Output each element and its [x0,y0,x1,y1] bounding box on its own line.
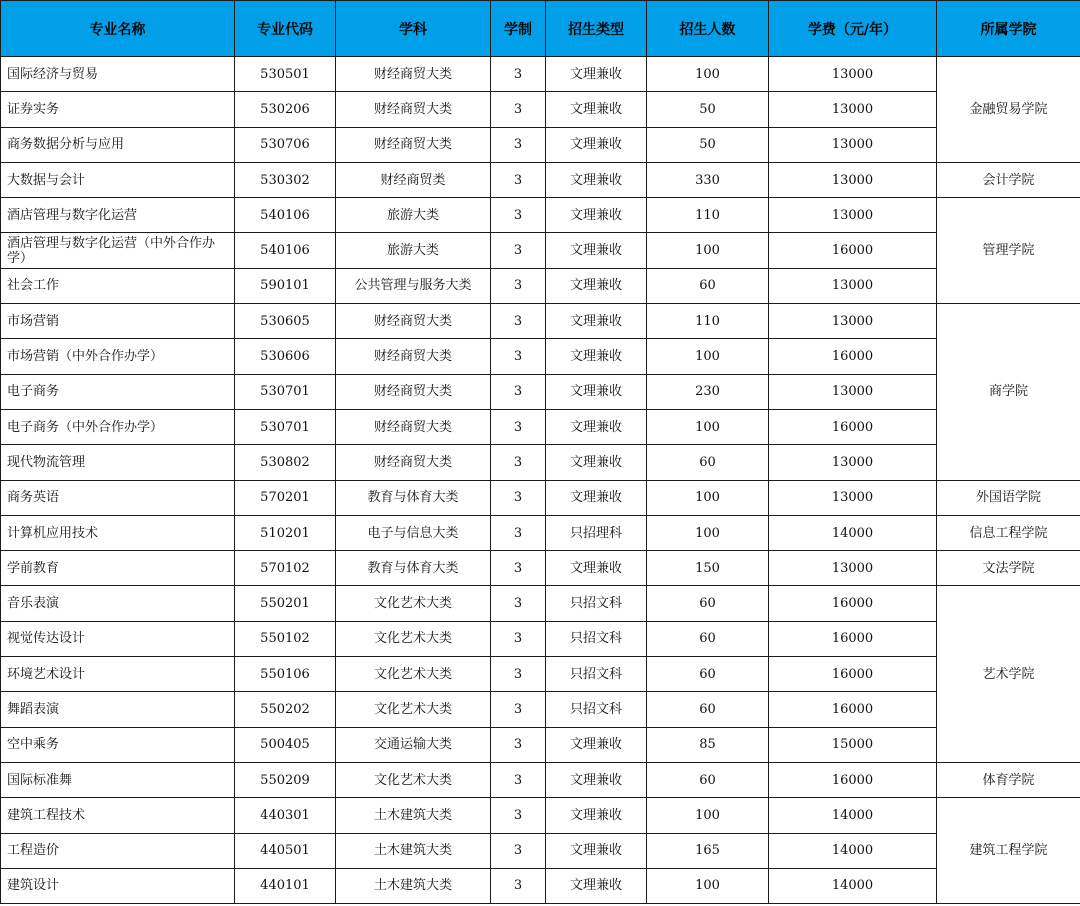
enrollment-type-cell: 只招文科 [546,621,647,656]
college-cell: 信息工程学院 [937,515,1080,550]
major-name-cell: 环境艺术设计 [1,657,235,692]
header-enrollment-type: 招生类型 [546,1,647,57]
table-row [1,198,1080,233]
tuition-cell: 13000 [769,480,937,515]
table-row [1,374,1080,409]
discipline-cell: 财经商贸大类 [336,304,491,339]
tuition-cell: 16000 [769,339,937,374]
enrollment-type-cell: 只招文科 [546,692,647,727]
table-row [1,409,1080,444]
tuition-cell: 16000 [769,657,937,692]
discipline-cell: 文化艺术大类 [336,762,491,797]
major-code-cell: 510201 [235,515,336,550]
header-college: 所属学院 [937,1,1080,57]
tuition-cell: 13000 [769,445,937,480]
discipline-cell: 文化艺术大类 [336,621,491,656]
discipline-cell: 财经商贸大类 [336,374,491,409]
enrollment-type-cell: 只招文科 [546,657,647,692]
header-major-code: 专业代码 [235,1,336,57]
duration-cell: 3 [491,515,546,550]
duration-cell: 3 [491,762,546,797]
tuition-cell: 16000 [769,692,937,727]
enrollment-type-cell: 文理兼收 [546,304,647,339]
major-code-cell: 440501 [235,833,336,868]
enrollment-type-cell: 文理兼收 [546,727,647,762]
major-code-cell: 530206 [235,92,336,127]
major-name-cell: 舞蹈表演 [1,692,235,727]
major-code-cell: 530501 [235,57,336,92]
table-row [1,762,1080,797]
major-code-cell: 540106 [235,198,336,233]
tuition-cell: 13000 [769,57,937,92]
duration-cell: 3 [491,374,546,409]
tuition-cell: 14000 [769,868,937,903]
table-row [1,586,1080,621]
major-code-cell: 530605 [235,304,336,339]
enrollment-type-cell: 文理兼收 [546,198,647,233]
enrollment-type-cell: 文理兼收 [546,57,647,92]
duration-cell: 3 [491,127,546,162]
tuition-cell: 16000 [769,621,937,656]
enrollment-type-cell: 只招理科 [546,515,647,550]
table-row [1,480,1080,515]
enrollment-type-cell: 文理兼收 [546,92,647,127]
duration-cell: 3 [491,480,546,515]
duration-cell: 3 [491,409,546,444]
enrollment-type-cell: 文理兼收 [546,409,647,444]
major-code-cell: 550106 [235,657,336,692]
discipline-cell: 文化艺术大类 [336,586,491,621]
enrollment-count-cell: 150 [647,551,769,586]
enrollment-type-cell: 只招文科 [546,586,647,621]
duration-cell: 3 [491,657,546,692]
enrollment-count-cell: 330 [647,162,769,197]
major-code-cell: 590101 [235,268,336,303]
enrollment-type-cell: 文理兼收 [546,339,647,374]
tuition-cell: 16000 [769,762,937,797]
table-row [1,233,1080,268]
major-code-cell: 530706 [235,127,336,162]
enrollment-type-cell: 文理兼收 [546,162,647,197]
major-name-cell: 建筑设计 [1,868,235,903]
major-code-cell: 530606 [235,339,336,374]
enrollment-count-cell: 110 [647,198,769,233]
major-name-cell: 酒店管理与数字化运营 [1,198,235,233]
enrollment-count-cell: 85 [647,727,769,762]
discipline-cell: 文化艺术大类 [336,657,491,692]
enrollment-type-cell: 文理兼收 [546,445,647,480]
header-tuition: 学费（元/年） [769,1,937,57]
college-cell: 艺术学院 [937,586,1080,762]
tuition-cell: 13000 [769,127,937,162]
duration-cell: 3 [491,868,546,903]
tuition-cell: 14000 [769,515,937,550]
header-discipline: 学科 [336,1,491,57]
tuition-cell: 13000 [769,92,937,127]
tuition-cell: 13000 [769,304,937,339]
major-name-cell: 酒店管理与数字化运营（中外合作办学） [1,233,235,268]
enrollment-type-cell: 文理兼收 [546,268,647,303]
duration-cell: 3 [491,551,546,586]
discipline-cell: 土木建筑大类 [336,833,491,868]
major-code-cell: 530302 [235,162,336,197]
table-row [1,339,1080,374]
enrollment-count-cell: 60 [647,657,769,692]
major-code-cell: 530701 [235,409,336,444]
discipline-cell: 财经商贸类 [336,162,491,197]
college-cell: 文法学院 [937,551,1080,586]
enrollment-count-cell: 60 [647,268,769,303]
tuition-cell: 13000 [769,551,937,586]
enrollment-count-cell: 230 [647,374,769,409]
table-row [1,515,1080,550]
college-cell: 商学院 [937,304,1080,480]
enrollment-count-cell: 100 [647,480,769,515]
major-name-cell: 市场营销 [1,304,235,339]
major-name-cell: 国际标准舞 [1,762,235,797]
enrollment-count-cell: 100 [647,515,769,550]
enrollment-type-cell: 文理兼收 [546,233,647,268]
major-code-cell: 570102 [235,551,336,586]
enrollment-count-cell: 100 [647,233,769,268]
header-row [1,1,1080,57]
duration-cell: 3 [491,304,546,339]
enrollment-count-cell: 60 [647,586,769,621]
header-duration: 学制 [491,1,546,57]
major-name-cell: 学前教育 [1,551,235,586]
enrollment-count-cell: 100 [647,57,769,92]
enrollment-count-cell: 60 [647,692,769,727]
major-name-cell: 现代物流管理 [1,445,235,480]
tuition-cell: 13000 [769,268,937,303]
enrollment-count-cell: 100 [647,868,769,903]
table-row [1,57,1080,92]
table-row [1,727,1080,762]
duration-cell: 3 [491,162,546,197]
college-cell: 建筑工程学院 [937,798,1080,904]
tuition-cell: 16000 [769,233,937,268]
college-cell: 外国语学院 [937,480,1080,515]
duration-cell: 3 [491,692,546,727]
major-name-cell: 商务英语 [1,480,235,515]
tuition-cell: 13000 [769,198,937,233]
major-code-cell: 500405 [235,727,336,762]
discipline-cell: 财经商贸大类 [336,127,491,162]
tuition-cell: 14000 [769,798,937,833]
major-code-cell: 550201 [235,586,336,621]
table-row [1,268,1080,303]
table-row [1,551,1080,586]
major-name-cell: 证券实务 [1,92,235,127]
duration-cell: 3 [491,621,546,656]
major-code-cell: 440301 [235,798,336,833]
table-row [1,127,1080,162]
enrollment-count-cell: 50 [647,127,769,162]
enrollment-count-cell: 110 [647,304,769,339]
college-cell: 会计学院 [937,162,1080,197]
table-row [1,92,1080,127]
table-row [1,833,1080,868]
major-code-cell: 540106 [235,233,336,268]
header-major-name: 专业名称 [1,1,235,57]
discipline-cell: 财经商贸大类 [336,339,491,374]
discipline-cell: 财经商贸大类 [336,57,491,92]
discipline-cell: 旅游大类 [336,198,491,233]
major-name-cell: 空中乘务 [1,727,235,762]
enrollment-type-cell: 文理兼收 [546,833,647,868]
discipline-cell: 土木建筑大类 [336,798,491,833]
major-code-cell: 550102 [235,621,336,656]
discipline-cell: 文化艺术大类 [336,692,491,727]
discipline-cell: 公共管理与服务大类 [336,268,491,303]
discipline-cell: 财经商贸大类 [336,445,491,480]
major-code-cell: 530802 [235,445,336,480]
tuition-cell: 13000 [769,162,937,197]
discipline-cell: 电子与信息大类 [336,515,491,550]
table-row [1,692,1080,727]
table-row [1,798,1080,833]
duration-cell: 3 [491,268,546,303]
header-enrollment-count: 招生人数 [647,1,769,57]
duration-cell: 3 [491,339,546,374]
enrollment-count-cell: 60 [647,445,769,480]
major-name-cell: 电子商务 [1,374,235,409]
discipline-cell: 交通运输大类 [336,727,491,762]
discipline-cell: 财经商贸大类 [336,409,491,444]
major-name-cell: 计算机应用技术 [1,515,235,550]
major-code-cell: 440101 [235,868,336,903]
enrollment-type-cell: 文理兼收 [546,868,647,903]
major-name-cell: 电子商务（中外合作办学） [1,409,235,444]
enrollment-count-cell: 60 [647,621,769,656]
major-code-cell: 530701 [235,374,336,409]
discipline-cell: 土木建筑大类 [336,868,491,903]
duration-cell: 3 [491,233,546,268]
enrollment-type-cell: 文理兼收 [546,374,647,409]
discipline-cell: 旅游大类 [336,233,491,268]
major-code-cell: 570201 [235,480,336,515]
tuition-cell: 16000 [769,586,937,621]
enrollment-count-cell: 100 [647,339,769,374]
college-cell: 管理学院 [937,198,1080,304]
college-cell: 金融贸易学院 [937,57,1080,163]
duration-cell: 3 [491,445,546,480]
table-row [1,445,1080,480]
table-row [1,304,1080,339]
duration-cell: 3 [491,727,546,762]
tuition-cell: 16000 [769,409,937,444]
college-cell: 体育学院 [937,762,1080,797]
table-row [1,162,1080,197]
discipline-cell: 教育与体育大类 [336,480,491,515]
major-name-cell: 国际经济与贸易 [1,57,235,92]
discipline-cell: 财经商贸大类 [336,92,491,127]
enrollment-type-cell: 文理兼收 [546,798,647,833]
enrollment-type-cell: 文理兼收 [546,762,647,797]
enrollment-count-cell: 165 [647,833,769,868]
table-row [1,621,1080,656]
tuition-cell: 13000 [769,374,937,409]
table-row [1,868,1080,903]
duration-cell: 3 [491,92,546,127]
major-name-cell: 社会工作 [1,268,235,303]
major-name-cell: 大数据与会计 [1,162,235,197]
major-name-cell: 音乐表演 [1,586,235,621]
enrollment-count-cell: 60 [647,762,769,797]
duration-cell: 3 [491,198,546,233]
major-code-cell: 550209 [235,762,336,797]
discipline-cell: 教育与体育大类 [336,551,491,586]
enrollment-type-cell: 文理兼收 [546,480,647,515]
major-name-cell: 视觉传达设计 [1,621,235,656]
enrollment-count-cell: 100 [647,409,769,444]
enrollment-count-cell: 100 [647,798,769,833]
major-name-cell: 市场营销（中外合作办学） [1,339,235,374]
enrollment-type-cell: 文理兼收 [546,127,647,162]
duration-cell: 3 [491,586,546,621]
major-name-cell: 建筑工程技术 [1,798,235,833]
major-name-cell: 商务数据分析与应用 [1,127,235,162]
duration-cell: 3 [491,798,546,833]
duration-cell: 3 [491,833,546,868]
major-name-cell: 工程造价 [1,833,235,868]
duration-cell: 3 [491,57,546,92]
tuition-cell: 14000 [769,833,937,868]
enrollment-type-cell: 文理兼收 [546,551,647,586]
enrollment-count-cell: 50 [647,92,769,127]
table-row [1,657,1080,692]
major-code-cell: 550202 [235,692,336,727]
tuition-cell: 15000 [769,727,937,762]
